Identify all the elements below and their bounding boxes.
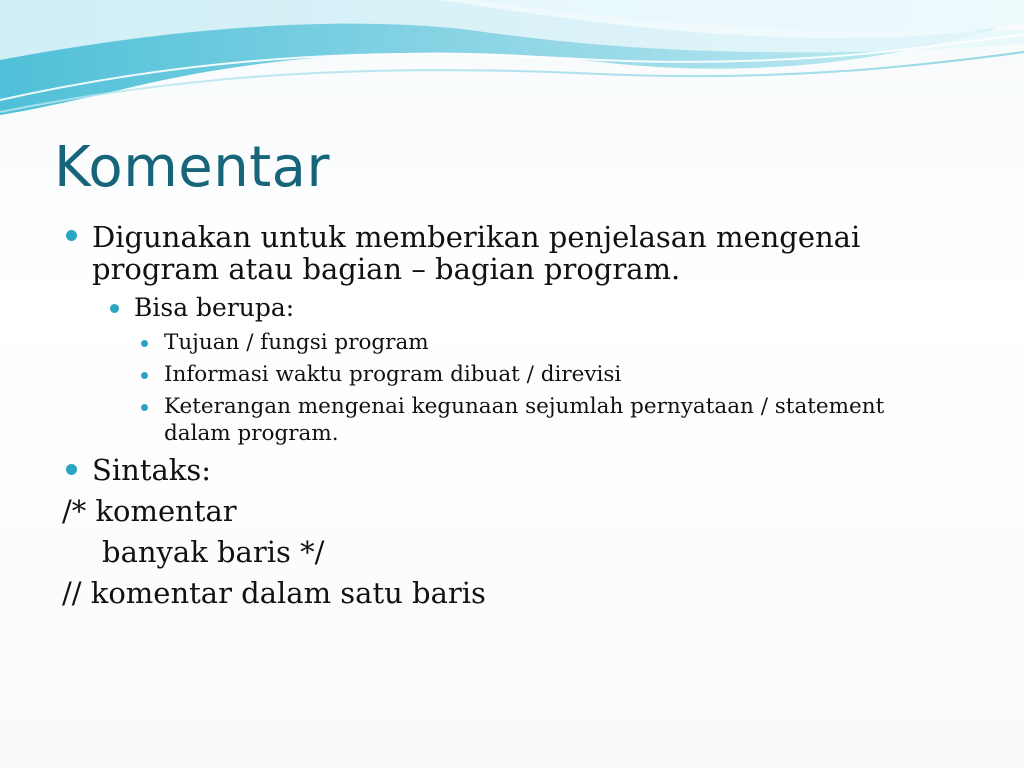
bullet-text-level1-continued: program atau bagian – bagian program. bbox=[92, 252, 681, 286]
bullet-text-level1: Digunakan untuk memberikan penjelasan mengenai bbox=[92, 220, 861, 254]
bullet-text-level1: Sintaks: bbox=[92, 453, 211, 487]
bullet-text-level3: Informasi waktu program dibuat / direvisi bbox=[164, 362, 622, 387]
bullet-text-level3: Keterangan mengenai kegunaan sejumlah pernyataan / statement bbox=[164, 394, 885, 419]
bullet-dot-level1 bbox=[66, 464, 77, 475]
code-line: // komentar dalam satu baris bbox=[62, 576, 486, 610]
bullet-dot-level2 bbox=[110, 304, 119, 313]
bullet-dot-level3 bbox=[141, 340, 148, 347]
bullet-text-level3-continued: dalam program. bbox=[164, 421, 339, 446]
bullet-dot-level1 bbox=[66, 230, 77, 241]
bullet-text-level2: Bisa berupa: bbox=[134, 293, 295, 322]
code-line: /* komentar bbox=[62, 494, 237, 528]
bullet-text-level3: Tujuan / fungsi program bbox=[164, 330, 429, 355]
code-line: banyak baris */ bbox=[102, 535, 325, 569]
slide-title: Komentar bbox=[54, 135, 330, 200]
bullet-dot-level3 bbox=[141, 404, 148, 411]
bullet-dot-level3 bbox=[141, 372, 148, 379]
